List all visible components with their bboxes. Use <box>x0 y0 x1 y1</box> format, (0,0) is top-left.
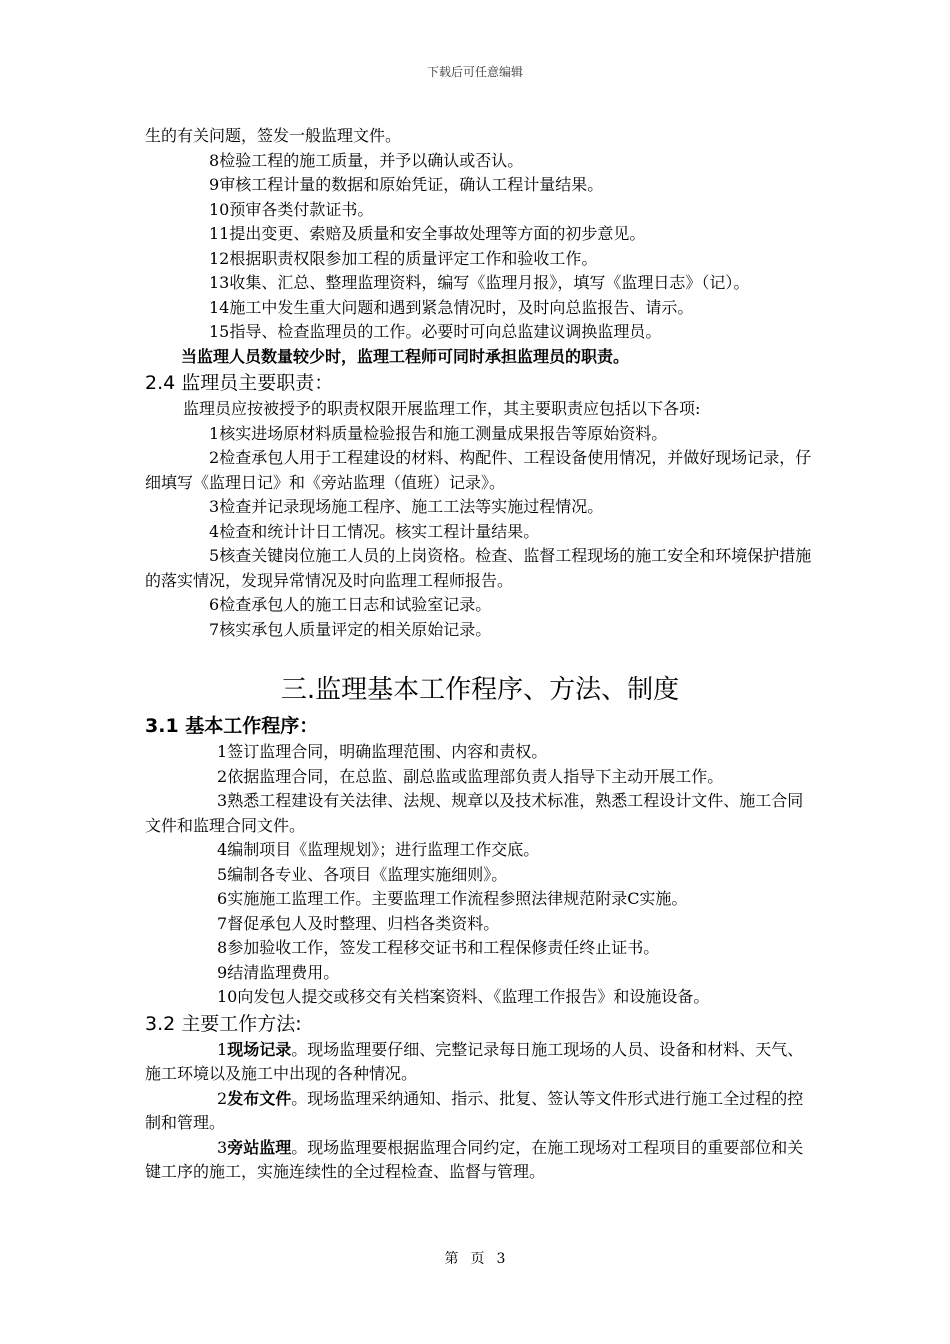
page-label-suffix: 页 <box>470 1251 485 1267</box>
list-item <box>145 838 815 863</box>
item-number: 1 <box>209 423 220 443</box>
list-item <box>145 765 815 790</box>
item-number: 13 <box>209 273 230 292</box>
item-text: 。现场监理要根据监理合同约定，在施工现场对工程项目的重要部位和关键工序的施工，实施连续性的全过程检查、监督与管理。 <box>145 1137 804 1181</box>
item-text: 审核工程计量的数据和原始凭证，确认工程计量结果。 <box>219 175 604 194</box>
item-text: 。现场监理要仔细、完整记录每日施工现场的人员、设备和材料、天气、施工环境以及施工中出现的各种情况。 <box>145 1039 804 1083</box>
methods-list-3-2 <box>145 1038 815 1185</box>
list-item <box>145 271 815 296</box>
page-header: 下载后可任意编辑 <box>426 65 523 79</box>
item-number: 1 <box>217 1039 228 1059</box>
list-item <box>145 961 815 986</box>
list-item <box>145 544 815 593</box>
list-item <box>145 198 815 223</box>
chapter-title: 三.监理基本工作程序、方法、制度 <box>280 675 680 705</box>
item-text: 指导、检查监理员的工作。必要时可向总监建议调换监理员。 <box>229 322 662 341</box>
item-number: 9 <box>209 175 220 194</box>
item-number: 12 <box>209 248 230 268</box>
item-number: 2 <box>209 448 220 467</box>
item-term: 发布文件 <box>227 1088 292 1108</box>
item-number: 8 <box>217 938 228 957</box>
item-number: 8 <box>209 150 220 170</box>
item-text: 预审各类付款证书。 <box>229 199 374 219</box>
item-number: 10 <box>217 987 238 1006</box>
list-item <box>145 173 815 198</box>
list-item <box>145 1038 815 1087</box>
list-item <box>145 936 815 961</box>
item-text: 检验工程的施工质量，并予以确认或否认。 <box>219 150 524 170</box>
list-item <box>145 863 815 888</box>
list-item <box>145 520 815 545</box>
item-number: 10 <box>209 199 230 219</box>
item-text: 签订监理合同，明确监理范围、内容和责权。 <box>227 742 548 761</box>
item-number: 7 <box>217 913 228 933</box>
section-intro: 监理员应按被授予的职责权限开展监理工作，其主要职责应包括以下各项: <box>183 399 701 418</box>
item-number: 1 <box>217 742 228 761</box>
list-item <box>145 593 815 618</box>
item-text: 核实进场原材料质量检验报告和施工测量成果报告等原始资料。 <box>219 423 668 443</box>
item-text: 依据监理合同，在总监、副总监或监理部负责人指导下主动开展工作。 <box>227 766 724 786</box>
item-text: 核实承包人质量评定的相关原始记录。 <box>219 619 492 639</box>
list-item <box>145 495 815 520</box>
list-item <box>145 149 815 174</box>
item-term: 现场记录 <box>227 1039 292 1059</box>
item-number: 5 <box>209 546 220 565</box>
list-item <box>145 789 815 838</box>
list-item <box>145 1136 815 1185</box>
item-text: 检查承包人用于工程建设的材料、构配件、工程设备使用情况，并做好现场记录，仔细填写《监理日记》和《旁站监理（值班）记录》。 <box>145 448 812 492</box>
item-number: 6 <box>209 595 220 614</box>
list-item <box>145 422 815 447</box>
section-heading-2-4: 2.4 监理员主要职责： <box>145 372 334 394</box>
item-number: 9 <box>217 962 228 982</box>
item-text: 提出变更、索赔及质量和安全事故处理等方面的初步意见。 <box>229 224 646 243</box>
item-number: 3 <box>209 497 220 516</box>
item-text: 检查并记录现场施工程序、施工工法等实施过程情况。 <box>219 497 604 516</box>
item-number: 6 <box>217 889 228 908</box>
paragraph-continued: 生的有关问题，签发一般监理文件。 <box>145 126 402 145</box>
procedure-list-3-1 <box>145 740 815 1010</box>
item-text: 收集、汇总、整理监理资料，编写《监理月报》，填写《监理日志》（记）。 <box>229 273 750 292</box>
note-paragraph: 当监理人员数量较少时，监理工程师可同时承担监理员的职责。 <box>181 346 630 366</box>
page-label-prefix: 第 <box>444 1251 459 1267</box>
item-number: 7 <box>209 619 220 639</box>
item-text: 参加验收工作，签发工程移交证书和工程保修责任终止证书。 <box>227 938 660 957</box>
list-item <box>145 618 815 643</box>
list-item <box>145 320 815 345</box>
list-item <box>145 912 815 937</box>
item-text: 熟悉工程建设有关法律、法规、规章以及技术标准，熟悉工程设计文件、施工合同文件和监理合同文件。 <box>145 791 804 835</box>
item-text: 施工中发生重大问题和遇到紧急情况时，及时向总监报告、请示。 <box>229 297 694 317</box>
item-number: 15 <box>209 322 230 341</box>
item-number: 2 <box>217 1088 228 1108</box>
page-footer <box>0 1248 950 1268</box>
item-text: 。现场监理采纳通知、指示、批复、签认等文件形式进行施工全过程的控制和管理。 <box>145 1088 804 1132</box>
item-number: 2 <box>217 766 228 786</box>
item-number: 4 <box>209 521 220 541</box>
item-term: 旁站监理 <box>227 1137 292 1157</box>
item-text: 实施施工监理工作。主要监理工作流程参照法律规范附录C实施。 <box>227 889 688 908</box>
item-text: 结清监理费用。 <box>227 962 340 982</box>
item-number: 11 <box>209 224 230 243</box>
item-number: 14 <box>209 297 230 317</box>
item-text: 核查关键岗位施工人员的上岗资格。检查、监督工程现场的施工安全和环境保护措施的落实情况，发现异常情况及时向监理工程师报告。 <box>145 546 812 590</box>
page-number: 3 <box>496 1251 506 1267</box>
list-item <box>145 740 815 765</box>
list-item <box>145 247 815 272</box>
list-item <box>145 1087 815 1136</box>
list-item <box>145 446 815 495</box>
document-body <box>145 124 815 1185</box>
item-text: 向发包人提交或移交有关档案资料、《监理工作报告》和设施设备。 <box>237 987 710 1006</box>
item-text: 编制各专业、各项目《监理实施细则》。 <box>227 864 508 884</box>
item-number: 4 <box>217 840 228 859</box>
item-text: 督促承包人及时整理、归档各类资料。 <box>227 913 500 933</box>
section-heading-3-1: 3.1 基本工作程序： <box>145 715 319 737</box>
item-number: 3 <box>217 1137 228 1157</box>
duties-list-2-4 <box>145 422 815 643</box>
item-text: 编制项目《监理规划》；进行监理工作交底。 <box>227 840 540 859</box>
list-item <box>145 222 815 247</box>
list-item <box>145 887 815 912</box>
section-heading-3-2: 3.2 主要工作方法: <box>145 1012 302 1035</box>
item-text: 根据职责权限参加工程的质量评定工作和验收工作。 <box>229 248 598 268</box>
list-item <box>145 985 815 1010</box>
item-number: 3 <box>217 791 228 810</box>
item-text: 检查和统计计日工情况。核实工程计量结果。 <box>219 521 540 541</box>
list-item <box>145 296 815 321</box>
item-text: 检查承包人的施工日志和试验室记录。 <box>219 595 492 614</box>
duties-list-2-3 <box>145 149 815 345</box>
item-number: 5 <box>217 864 228 884</box>
